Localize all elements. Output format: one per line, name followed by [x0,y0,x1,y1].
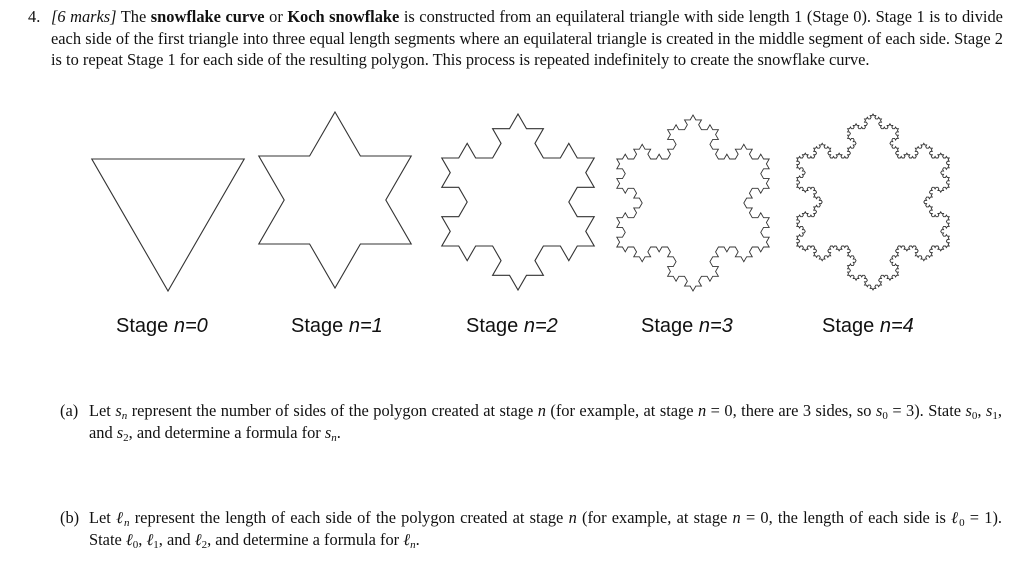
intro-text: The [120,7,147,26]
stage-label-4: Stage n=4 [822,315,914,337]
question-intro [51,6,1003,71]
stage-label-0: Stage n=0 [116,315,208,337]
term-snowflake-curve: snowflake curve [150,7,265,26]
snowflake-stage-1 [259,112,411,288]
snowflake-stage-0 [92,159,244,291]
term-koch-snowflake: Koch snowflake [287,7,400,26]
part-b [60,507,1002,550]
stage-label-2: Stage n=2 [466,315,558,337]
question-4 [28,6,1003,71]
marks-label: [6 marks] [51,7,117,26]
stage-label-1: Stage n=1 [291,315,383,337]
stage-label-3: Stage n=3 [641,315,733,337]
snowflake-stage-4 [797,114,949,290]
intro-text: or [269,7,283,26]
part-b-label: (b) [60,508,80,527]
part-b-text: Let ℓ$_n$ represent the length of each side of the polygon created at stage n (for example, at stage n = 0, the length of each side is ℓ$_0$ = 1). State ℓ$_0$, ℓ$_1$, and ℓ$_2$, and determine a formula for ℓ$_n$. [89,508,1002,551]
snowflake-stage-3 [617,115,769,291]
part-a-text: Let $s_n$ represent the number of sides of the polygon created at stage n (for example, at stage n = 0, there are 3 sides, so $s_0 = 3$). State $s_0$, $s_1$, and $s_2$, and determine a formula for $s_n$. [89,401,1002,444]
part-a [60,400,1002,443]
koch-snowflake-figure [0,100,1024,300]
snowflake-stage-2 [442,114,594,290]
part-a-label: (a) [60,401,79,420]
intro-text: is constructed from an equilateral triangle with side length 1 (Stage 0). Stage 1 is to divide each side of the first triangle into three equal length segments where an equilateral triangle is created in the middle segment of each side. Stage 2 is to repeat Stage 1 for each side of the resulting polygon. This process is repeated indefinitely to create the snowflake curve. [51,7,1003,69]
question-number: 4. [28,7,41,26]
